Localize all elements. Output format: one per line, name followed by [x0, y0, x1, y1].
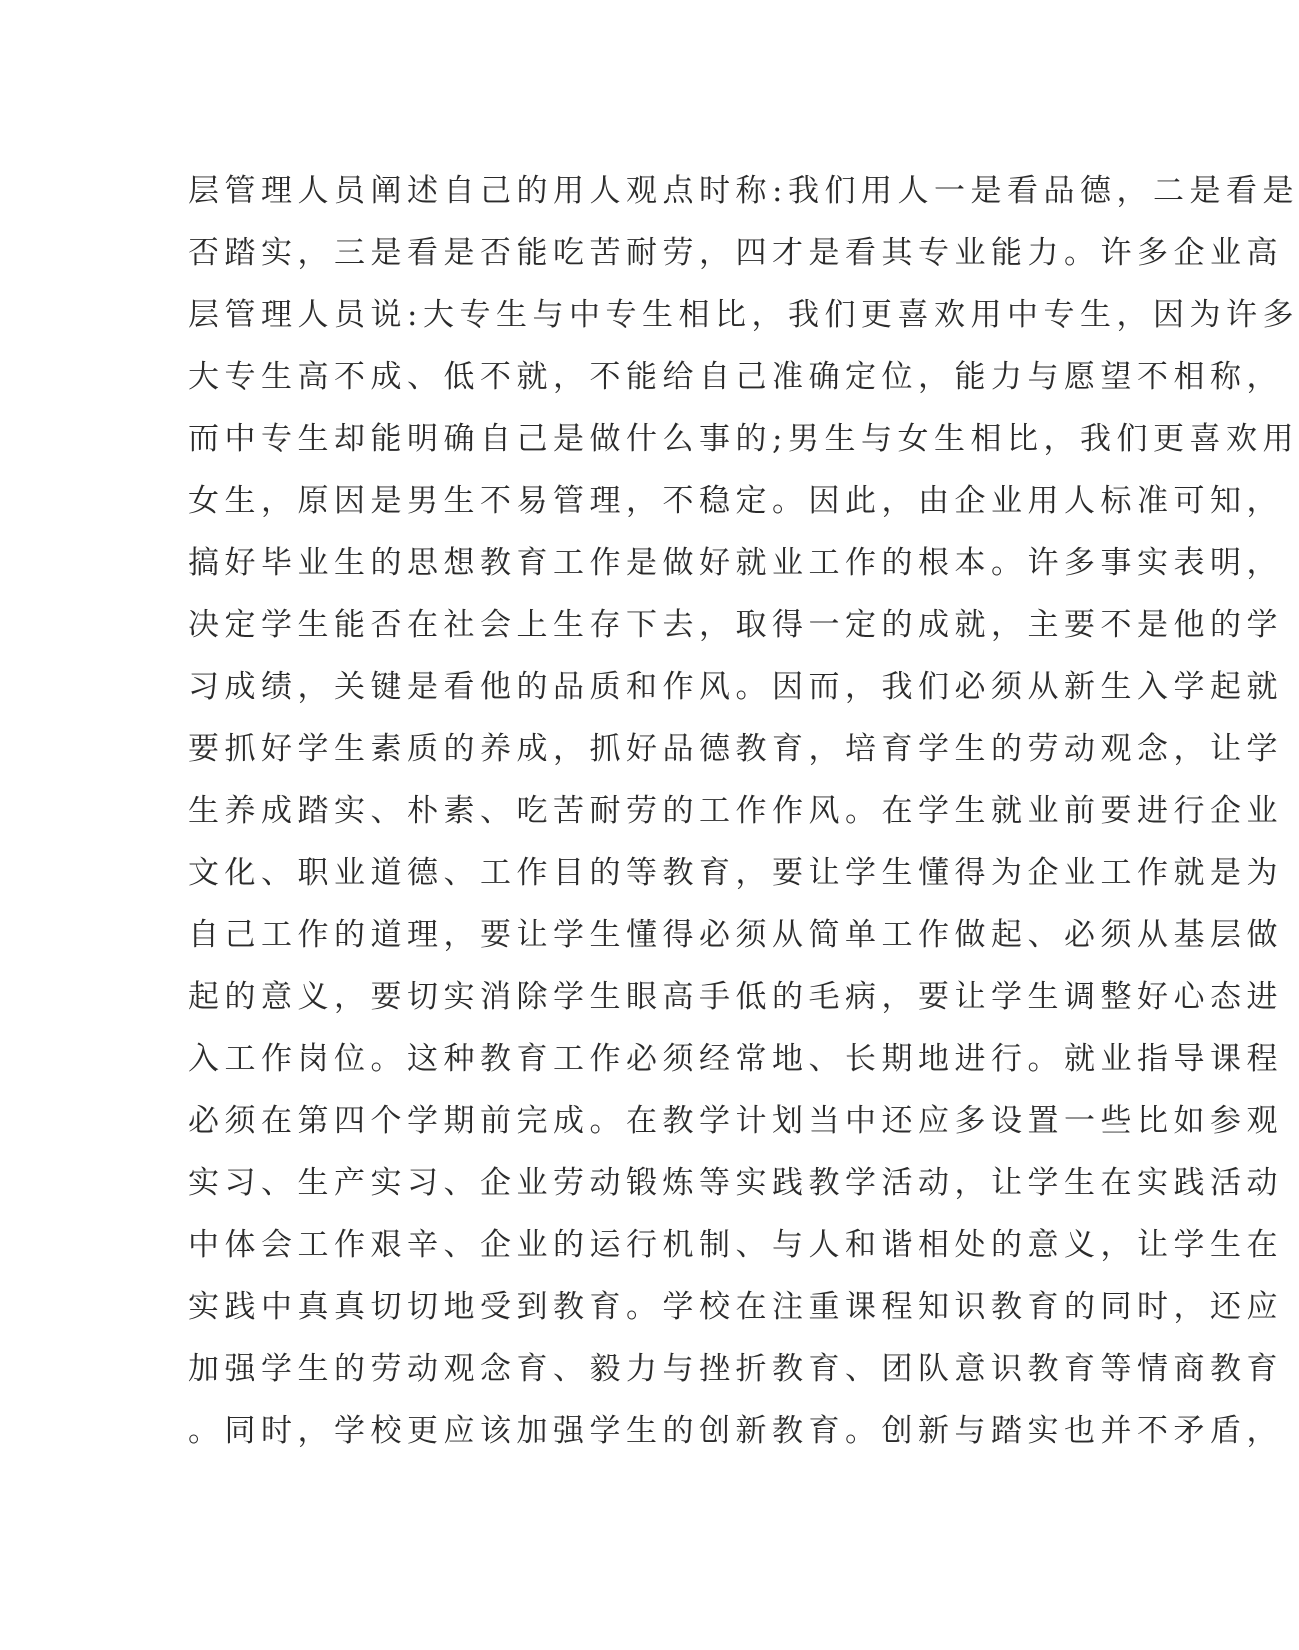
text-line: 。同时，学校更应该加强学生的创新教育。创新与踏实也并不矛盾， — [188, 1413, 1283, 1449]
text-line: 起的意义，要切实消除学生眼高手低的毛病，要让学生调整好心态进 — [188, 979, 1283, 1015]
body-text — [188, 160, 1299, 1462]
text-line: 而中专生却能明确自己是做什么事的;男生与女生相比，我们更喜欢用 — [188, 421, 1299, 457]
text-line: 层管理人员阐述自己的用人观点时称:我们用人一是看品德，二是看是 — [188, 173, 1299, 209]
text-line: 要抓好学生素质的养成，抓好品德教育，培育学生的劳动观念，让学 — [188, 731, 1283, 767]
text-line: 加强学生的劳动观念育、毅力与挫折教育、团队意识教育等情商教育 — [188, 1351, 1283, 1387]
text-line: 文化、职业道德、工作目的等教育，要让学生懂得为企业工作就是为 — [188, 855, 1283, 891]
text-line: 中体会工作艰辛、企业的运行机制、与人和谐相处的意义，让学生在 — [188, 1227, 1283, 1263]
text-line: 自己工作的道理，要让学生懂得必须从简单工作做起、必须从基层做 — [188, 917, 1283, 953]
text-line: 生养成踏实、朴素、吃苦耐劳的工作作风。在学生就业前要进行企业 — [188, 793, 1283, 829]
text-line: 习成绩，关键是看他的品质和作风。因而，我们必须从新生入学起就 — [188, 669, 1283, 705]
text-line: 大专生高不成、低不就，不能给自己准确定位，能力与愿望不相称， — [188, 359, 1283, 395]
text-line: 搞好毕业生的思想教育工作是做好就业工作的根本。许多事实表明， — [188, 545, 1283, 581]
text-line: 否踏实，三是看是否能吃苦耐劳，四才是看其专业能力。许多企业高 — [188, 235, 1283, 271]
text-line: 入工作岗位。这种教育工作必须经常地、长期地进行。就业指导课程 — [188, 1041, 1283, 1077]
text-line: 实践中真真切切地受到教育。学校在注重课程知识教育的同时，还应 — [188, 1289, 1283, 1325]
text-line: 实习、生产实习、企业劳动锻炼等实践教学活动，让学生在实践活动 — [188, 1165, 1283, 1201]
text-line: 层管理人员说:大专生与中专生相比，我们更喜欢用中专生，因为许多 — [188, 297, 1299, 333]
text-line: 必须在第四个学期前完成。在教学计划当中还应多设置一些比如参观 — [188, 1103, 1283, 1139]
text-line: 决定学生能否在社会上生存下去，取得一定的成就，主要不是他的学 — [188, 607, 1283, 643]
text-line: 女生，原因是男生不易管理，不稳定。因此，由企业用人标准可知， — [188, 483, 1283, 519]
